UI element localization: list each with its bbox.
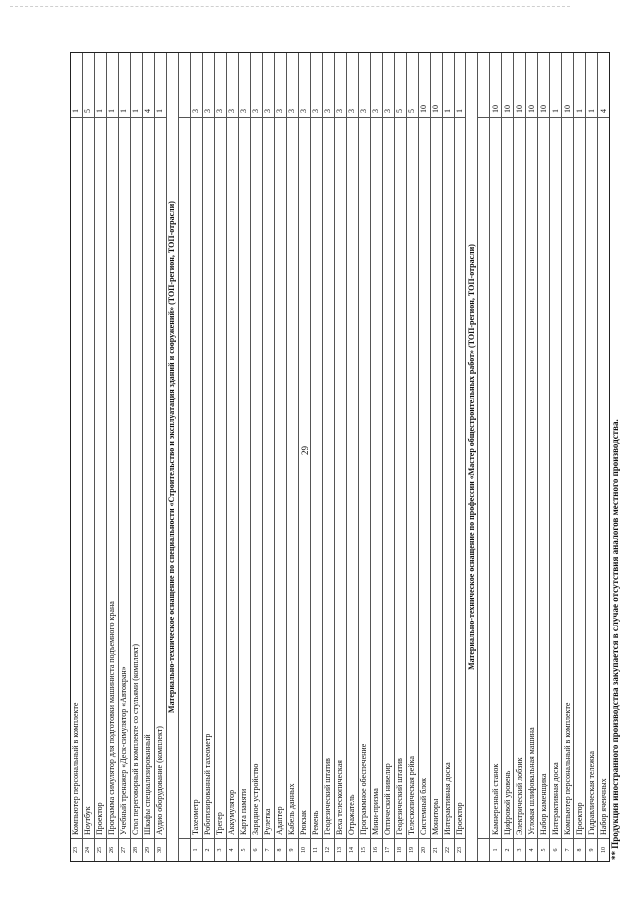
item-name: Телескопическая рейка: [407, 117, 418, 838]
empty-cell: [478, 117, 489, 838]
item-quantity: 10: [514, 105, 524, 113]
table-row: [347, 53, 359, 861]
empty-cell: [179, 838, 190, 861]
item-quantity: 3: [251, 109, 261, 113]
item-quantity: 10: [419, 105, 429, 113]
item-name: Ноутбук: [83, 117, 94, 838]
row-number: 14: [347, 838, 358, 861]
item-quantity: 3: [203, 109, 213, 113]
item-quantity: 1: [574, 109, 584, 113]
table-row: [107, 53, 119, 861]
item-name: Проектор: [455, 117, 466, 838]
item-quantity: 3: [215, 109, 225, 113]
row-number: 23: [71, 838, 82, 861]
item-quantity: 3: [287, 109, 297, 113]
table-row: [275, 53, 287, 861]
item-quantity: 1: [586, 109, 596, 113]
row-number: 5: [538, 838, 549, 861]
table-row: [455, 53, 467, 861]
row-number: 28: [131, 838, 142, 861]
row-number: 1: [490, 838, 501, 861]
row-number: 17: [383, 838, 394, 861]
item-quantity: 3: [311, 109, 321, 113]
table-row: [371, 53, 383, 861]
table-row: [514, 53, 526, 861]
item-name: Трегер: [215, 117, 226, 838]
item-quantity: 10: [538, 105, 548, 113]
item-name: Зарядное устройство: [251, 117, 262, 838]
table-row: [95, 53, 107, 861]
table-row: [203, 53, 215, 861]
table-row: [311, 53, 323, 861]
item-quantity: 10: [490, 105, 500, 113]
item-name: Шкафы специализированный: [143, 117, 154, 838]
equipment-table: [70, 52, 610, 862]
table-row: [443, 53, 455, 861]
row-number: 8: [275, 838, 286, 861]
item-name: Кабель данных: [287, 117, 298, 838]
item-quantity: 3: [227, 109, 237, 113]
row-number: 18: [395, 838, 406, 861]
table-row: [490, 53, 502, 861]
item-name: Системный блок: [419, 117, 430, 838]
item-name: Интерактивная доска: [550, 117, 561, 838]
item-name: Угловая шлифовальная машина: [526, 117, 537, 838]
page-number: 29: [300, 446, 310, 455]
item-quantity: 1: [454, 109, 464, 113]
item-name: Мониторы: [431, 117, 442, 838]
item-name: Веха телескопическая: [335, 117, 346, 838]
item-name: Программа симулятор для подготовки машиниста подъемного крана: [107, 117, 118, 838]
row-number: 10: [299, 838, 310, 861]
footnote: ** Продукция иностранного производства закупается в случае отсутствия аналогов местного производства.: [610, 419, 620, 860]
table-row: [83, 53, 95, 861]
table-row: [239, 53, 251, 861]
row-number: 21: [431, 838, 442, 861]
row-number: 19: [407, 838, 418, 861]
item-quantity: 3: [383, 109, 393, 113]
row-number: 7: [263, 838, 274, 861]
item-quantity: 4: [598, 109, 608, 113]
blank-row: [179, 53, 191, 861]
item-name: Аудио оборудование (комплект): [155, 117, 166, 838]
row-number: 27: [119, 838, 130, 861]
table-row: [598, 53, 609, 861]
row-number: 5: [239, 838, 250, 861]
row-number: 2: [502, 838, 513, 861]
item-quantity: 1: [71, 109, 81, 113]
row-number: 4: [526, 838, 537, 861]
table-row: [359, 53, 371, 861]
item-name: Программное обеспечение: [359, 117, 370, 838]
item-name: Мини-призма: [371, 117, 382, 838]
row-number: 1: [191, 838, 202, 861]
item-quantity: 1: [119, 109, 129, 113]
item-name: Стол переговорный в комплекте со стульями (комплект): [131, 117, 142, 838]
empty-cell: [478, 53, 489, 117]
row-number: 23: [455, 838, 466, 861]
item-quantity: 3: [263, 109, 273, 113]
item-quantity: 3: [371, 109, 381, 113]
table-row: [215, 53, 227, 861]
table-row: [263, 53, 275, 861]
item-quantity: 3: [275, 109, 285, 113]
item-quantity: 10: [431, 105, 441, 113]
item-quantity: 1: [131, 109, 141, 113]
item-name: Рулетка: [263, 117, 274, 838]
table-row: [323, 53, 335, 861]
row-number: 9: [586, 838, 597, 861]
section-heading-text: Материально-техническое оснащение по специальности «Строительство и эксплуатация зданий и сооружений» (ТОП-регион, ТОП-отрасли): [167, 201, 177, 713]
item-quantity: 1: [95, 109, 105, 113]
row-number: 6: [550, 838, 561, 861]
item-name: Тахеометр: [191, 117, 202, 838]
item-name: Компьютер персональный в комплекте: [562, 117, 573, 838]
item-quantity: 5: [395, 109, 405, 113]
table-row: [191, 53, 203, 861]
row-number: 6: [251, 838, 262, 861]
section-heading: [466, 53, 478, 861]
row-number: 3: [215, 838, 226, 861]
item-quantity: 1: [550, 109, 560, 113]
row-number: 26: [107, 838, 118, 861]
item-name: Геодезический штатив: [323, 117, 334, 838]
item-quantity: 3: [323, 109, 333, 113]
row-number: 8: [574, 838, 585, 861]
empty-cell: [179, 117, 190, 838]
row-number: 4: [227, 838, 238, 861]
table-row: [251, 53, 263, 861]
item-name: Роботизированный тахеометр: [203, 117, 214, 838]
item-quantity: 10: [526, 105, 536, 113]
table-row: [419, 53, 431, 861]
empty-cell: [179, 53, 190, 117]
item-quantity: 5: [407, 109, 417, 113]
table-row: [562, 53, 574, 861]
row-number: 29: [143, 838, 154, 861]
table-row: [155, 53, 167, 861]
row-number: 15: [359, 838, 370, 861]
item-name: Геодезический штатив: [395, 117, 406, 838]
row-number: 10: [598, 838, 609, 861]
item-name: Карта памяти: [239, 117, 250, 838]
item-quantity: 3: [239, 109, 249, 113]
table-row: [71, 53, 83, 861]
table-row: [502, 53, 514, 861]
row-number: 24: [83, 838, 94, 861]
table-row: [335, 53, 347, 861]
item-name: Аккумулятор: [227, 117, 238, 838]
item-name: Камнерезный станок: [490, 117, 501, 838]
row-number: 13: [335, 838, 346, 861]
row-number: 12: [323, 838, 334, 861]
item-quantity: 5: [83, 109, 93, 113]
item-name: Гидравлическая тележка: [586, 117, 597, 838]
table-row: [407, 53, 419, 861]
row-number: 30: [155, 838, 166, 861]
row-number: 20: [419, 838, 430, 861]
empty-cell: [478, 838, 489, 861]
rotated-table-container: [70, 52, 610, 862]
item-quantity: 3: [347, 109, 357, 113]
row-number: 7: [562, 838, 573, 861]
table-row: [119, 53, 131, 861]
item-name: Компьютер персональный в комплекте: [71, 117, 82, 838]
item-name: Адаптер: [275, 117, 286, 838]
item-name: Учебный тренажер «Деск-симулятор «Автокран»: [119, 117, 130, 838]
item-quantity: 3: [299, 109, 309, 113]
item-quantity: 4: [143, 109, 153, 113]
table-row: [431, 53, 443, 861]
row-number: 9: [287, 838, 298, 861]
table-row: [227, 53, 239, 861]
table-row: [299, 53, 311, 861]
item-name: Набор каменщика: [538, 117, 549, 838]
table-row: [586, 53, 598, 861]
section-heading: [167, 53, 179, 861]
item-name: Рюкзак: [299, 117, 310, 838]
table-row: [550, 53, 562, 861]
row-number: 2: [203, 838, 214, 861]
item-quantity: 10: [502, 105, 512, 113]
table-row: [526, 53, 538, 861]
item-quantity: 3: [191, 109, 201, 113]
item-name: Электрический лобзик: [514, 117, 525, 838]
item-name: Оптический нивелир: [383, 117, 394, 838]
table-row: [143, 53, 155, 861]
table-row: [538, 53, 550, 861]
row-number: 11: [311, 838, 322, 861]
row-number: 3: [514, 838, 525, 861]
item-name: Набор ячеичных: [598, 117, 609, 838]
blank-row: [478, 53, 490, 861]
table-row: [395, 53, 407, 861]
item-quantity: 1: [107, 109, 117, 113]
item-name: Проектор: [574, 117, 585, 838]
row-number: 25: [95, 838, 106, 861]
item-name: Ремень: [311, 117, 322, 838]
table-row: [287, 53, 299, 861]
table-row: [574, 53, 586, 861]
row-number: 16: [371, 838, 382, 861]
table-row: [131, 53, 143, 861]
item-name: Цифровой уровень: [502, 117, 513, 838]
item-name: Отражатель: [347, 117, 358, 838]
item-quantity: 1: [443, 109, 452, 113]
scan-artifact-line: [10, 6, 570, 11]
section-heading-text: Материально-техническое оснащение по профессии «Мастер общестроительных работ» (ТОП-регион, ТОП-отрасли): [466, 244, 476, 670]
table-row: [383, 53, 395, 861]
item-quantity: 1: [155, 109, 165, 113]
item-name: Проектор: [95, 117, 106, 838]
item-quantity: 3: [359, 109, 369, 113]
item-quantity: 3: [335, 109, 345, 113]
item-name: Интерактивная доска: [443, 117, 454, 838]
row-number: 22: [443, 838, 454, 861]
item-quantity: 10: [562, 105, 572, 113]
